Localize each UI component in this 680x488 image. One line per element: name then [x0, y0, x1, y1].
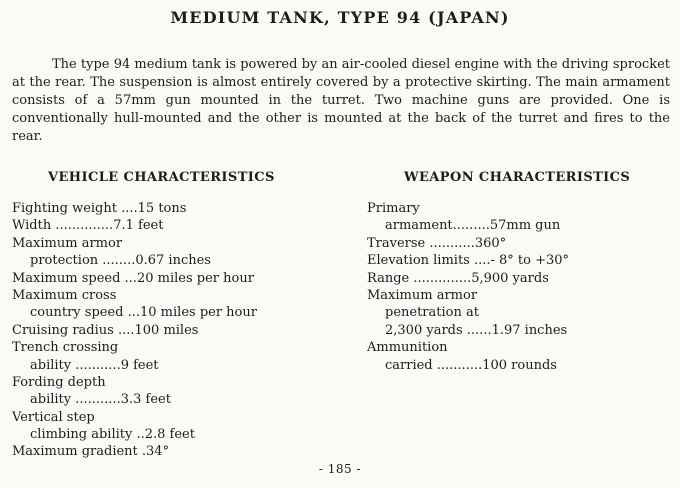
list-item: Traverse ...........360°	[367, 235, 507, 251]
list-item: ability ...........3.3 feet	[30, 392, 171, 408]
list-item: Maximum cross	[12, 287, 117, 303]
list-item: Ammunition	[367, 340, 448, 356]
list-item: Maximum armor	[12, 235, 123, 251]
weapon-characteristics-heading: WEAPON CHARACTERISTICS	[404, 170, 631, 185]
weapon-characteristics-list	[367, 200, 667, 374]
list-item: country speed ...10 miles per hour	[30, 305, 257, 321]
list-item: protection ........0.67 inches	[30, 253, 211, 269]
intro-paragraph: The type 94 medium tank is powered by an air-cooled diesel engine with the driving sprocket at the rear. The suspension is almost entirely covered by a protective skirting. The main armament consists of a 57mm gun mounted in the turret. Two machine guns are provided. One is conventionally hull-mounted and the other is mounted at the back of the turret and fires to the rear.	[12, 57, 670, 144]
list-item: Maximum gradient .34°	[12, 444, 170, 460]
list-item: penetration at	[385, 305, 479, 321]
list-item: Fighting weight ....15 tons	[12, 201, 187, 216]
vehicle-characteristics-list	[12, 200, 332, 461]
page-title: MEDIUM TANK, TYPE 94 (JAPAN)	[170, 8, 510, 27]
list-item: 2,300 yards ......1.97 inches	[385, 322, 568, 338]
list-item: Trench crossing	[12, 340, 119, 356]
list-item: Primary	[367, 201, 420, 216]
list-item: Cruising radius ....100 miles	[12, 322, 199, 338]
list-item: climbing ability ..2.8 feet	[30, 427, 195, 443]
list-item: Maximum speed ...20 miles per hour	[12, 270, 254, 286]
list-item: Width ..............7.1 feet	[12, 218, 164, 234]
list-item: Maximum armor	[367, 287, 478, 303]
list-item: Elevation limits ....- 8° to +30°	[367, 253, 570, 269]
list-item: Vertical step	[12, 409, 95, 425]
list-item: ability ...........9 feet	[30, 357, 159, 373]
page-number: - 185 -	[318, 462, 362, 476]
list-item: carried ...........100 rounds	[385, 357, 557, 373]
list-item: Fording depth	[12, 374, 106, 390]
list-item: Range ..............5,900 yards	[367, 270, 549, 286]
list-item: armament.........57mm gun	[385, 218, 561, 234]
vehicle-characteristics-heading: VEHICLE CHARACTERISTICS	[48, 170, 275, 185]
